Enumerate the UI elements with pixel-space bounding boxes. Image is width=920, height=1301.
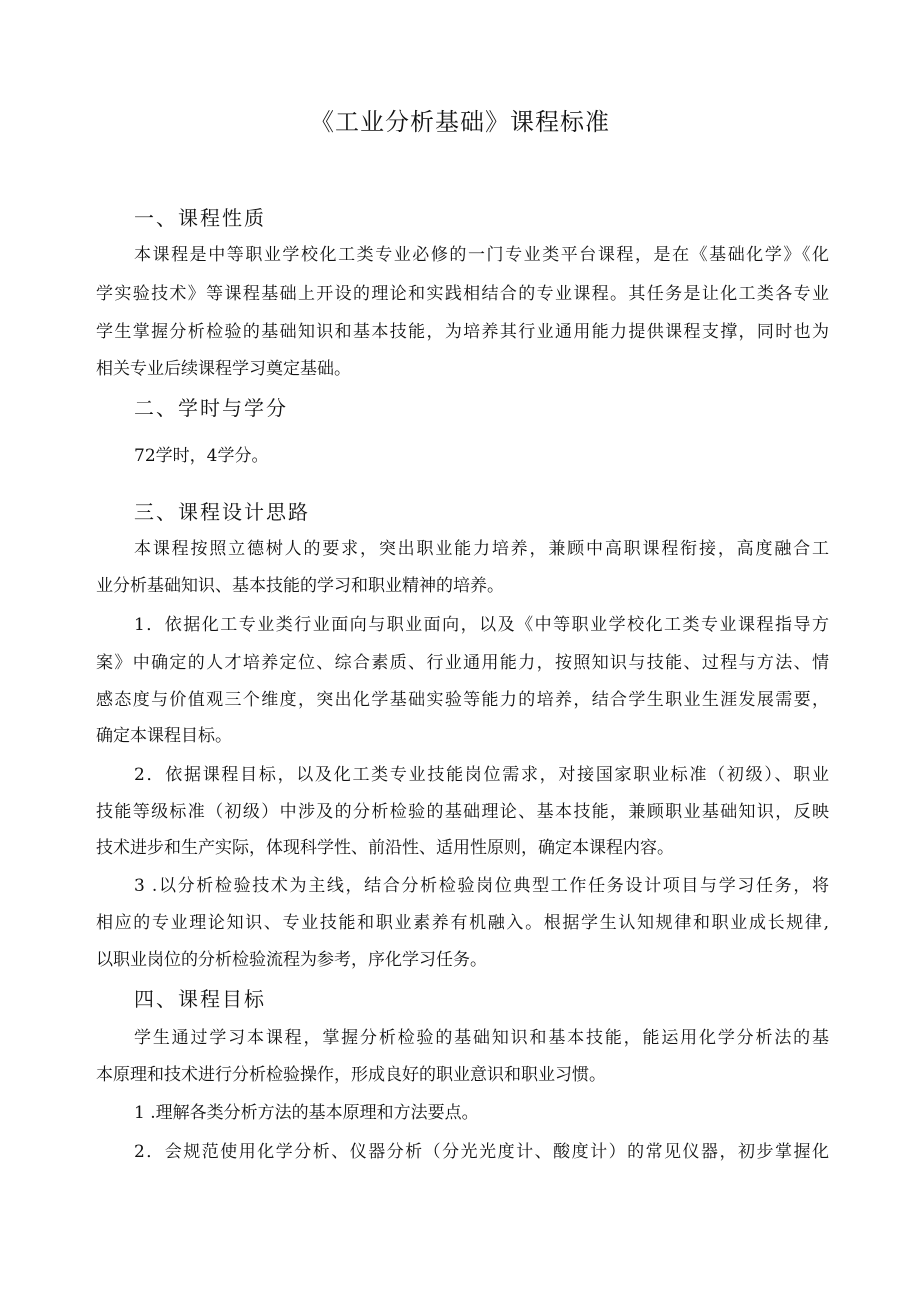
paragraph-line: 业分析基础知识、基本技能的学习和职业精神的培养。 — [96, 576, 504, 596]
paragraph-line: 学实验技术》等课程基础上开设的理论和实践相结合的专业课程。其任务是让化工类各专业 — [96, 284, 829, 304]
list-item-line: 2．依据课程目标，以及化工类专业技能岗位需求，对接国家职业标准（初级）、职业 — [134, 765, 829, 785]
section-heading-design: 三、课程设计思路 — [134, 500, 310, 524]
list-item-line: 技术进步和生产实际，体现科学性、前沿性、适用性原则，确定本课程内容。 — [96, 838, 674, 858]
list-item-line: 3 .以分析检验技术为主线，结合分析检验岗位典型工作任务设计项目与学习任务，将 — [134, 876, 829, 896]
paragraph-line: 本课程是中等职业学校化工类专业必修的一门专业类平台课程，是在《基础化学》《化 — [134, 245, 829, 265]
paragraph-line: 本原理和技术进行分析检验操作，形成良好的职业意识和职业习惯。 — [96, 1065, 606, 1085]
section-heading-hours: 二、学时与学分 — [134, 396, 288, 420]
list-item-line: 确定本课程目标。 — [96, 726, 232, 746]
list-item-line: 以职业岗位的分析检验流程为参考，序化学习任务。 — [96, 950, 487, 970]
section-heading-nature: 一、课程性质 — [134, 206, 266, 230]
list-item-line: 1 .理解各类分析方法的基本原理和方法要点。 — [134, 1103, 479, 1123]
list-item-line: 2．会规范使用化学分析、仪器分析（分光光度计、酸度计）的常见仪器，初步掌握化 — [134, 1142, 829, 1162]
paragraph-line: 学生掌握分析检验的基础知识和基本技能，为培养其行业通用能力提供课程支撑，同时也为 — [96, 322, 829, 342]
section-heading-objectives: 四、课程目标 — [134, 987, 266, 1011]
list-item-line: 相应的专业理论知识、专业技能和职业素养有机融入。根据学生认知规律和职业成长规律, — [96, 913, 829, 933]
list-item-line: 感态度与价值观三个维度，突出化学基础实验等能力的培养，结合学生职业生涯发展需要， — [96, 690, 829, 710]
page-title: 《工业分析基础》课程标准 — [310, 108, 610, 136]
list-item-line: 技能等级标准（初级）中涉及的分析检验的基础理论、基本技能，兼顾职业基础知识，反映 — [96, 802, 829, 822]
list-item-line: 案》中确定的人才培养定位、综合素质、行业通用能力，按照知识与技能、过程与方法、情 — [96, 653, 829, 673]
hours-credits-text: 72学时，4学分。 — [134, 446, 269, 466]
list-item-line: 1．依据化工专业类行业面向与职业面向，以及《中等职业学校化工类专业课程指导方 — [134, 615, 829, 635]
paragraph-line: 本课程按照立德树人的要求，突出职业能力培养，兼顾中高职课程衔接，高度融合工 — [134, 539, 829, 559]
paragraph-line: 学生通过学习本课程，掌握分析检验的基础知识和基本技能，能运用化学分析法的基 — [134, 1028, 829, 1048]
paragraph-line: 相关专业后续课程学习奠定基础。 — [96, 359, 351, 379]
